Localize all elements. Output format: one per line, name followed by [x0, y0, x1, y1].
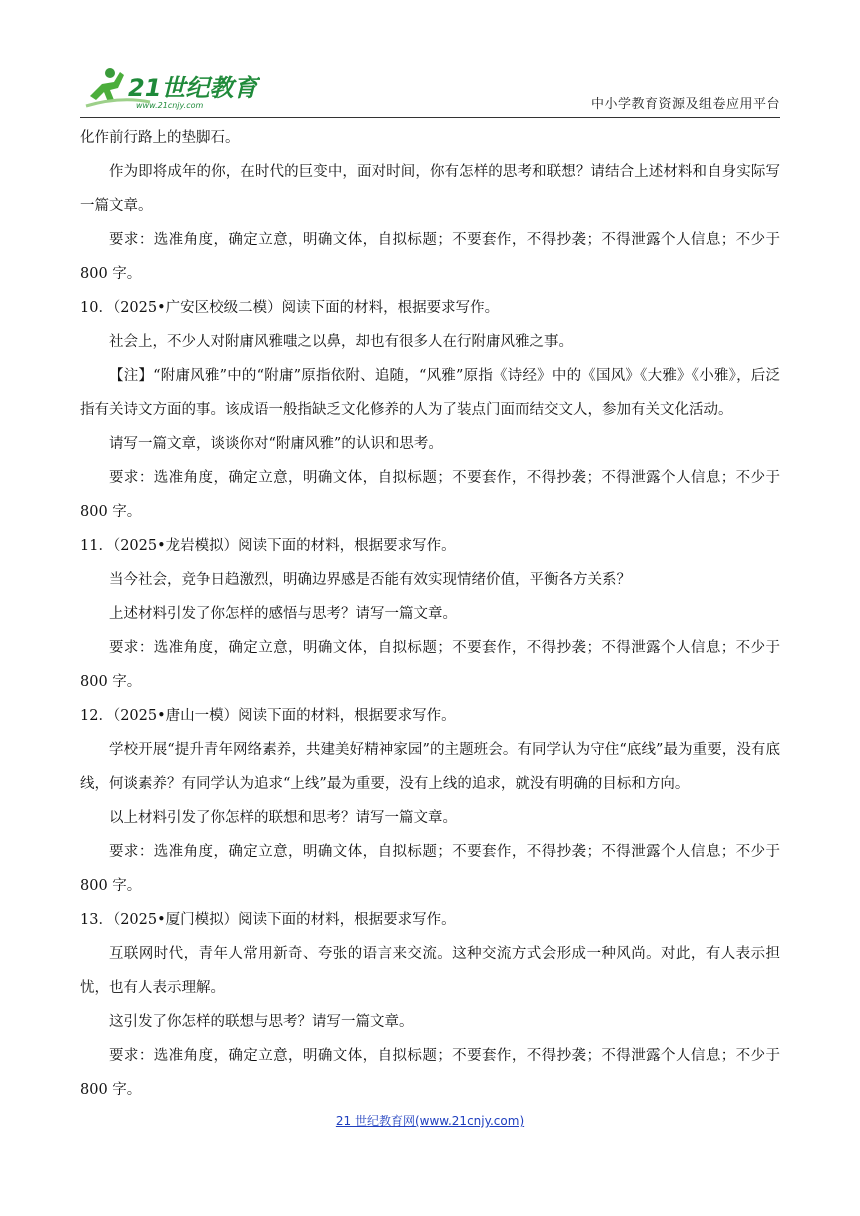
- question-title: 13．（2025•厦门模拟）阅读下面的材料，根据要求写作。: [80, 912, 456, 928]
- question-paragraph: 请写一篇文章，谈谈你对“附庸风雅”的认识和思考。: [109, 436, 443, 452]
- question-title: 12．（2025•唐山一模）阅读下面的材料，根据要求写作。: [80, 708, 456, 724]
- question-paragraph: 互联网时代，青年人常用新奇、夸张的语言来交流。这种交流方式会形成一种风尚。对此，有人表示担忧，也有人表示理解。: [80, 946, 780, 996]
- question-note: 【注】“附庸风雅”中的“附庸”原指依附、追随，“风雅”原指《诗经》中的《国风》《大雅》《小雅》，后泛指有关诗文方面的事。该成语一般指缺乏文化修养的人为了装点门面而结交文人，参加有关文化活动。: [80, 368, 780, 418]
- footer-link[interactable]: 21 世纪教育网(www.21cnjy.com): [335, 1114, 525, 1128]
- question-paragraph: 学校开展“提升青年网络素养，共建美好精神家园”的主题班会。有同学认为守住“底线”最为重要，没有底线，何谈素养？有同学认为追求“上线”最为重要，没有上线的追求，就没有明确的目标和方向。: [80, 742, 780, 792]
- logo-url: www.21cnjy.com: [136, 101, 204, 110]
- question-13: [80, 903, 780, 1107]
- question-requirement: 要求：选准角度，确定立意，明确文体，自拟标题；不要套作，不得抄袭；不得泄露个人信息；不少于 800 字。: [80, 640, 780, 690]
- question-requirement: 要求：选准角度，确定立意，明确文体，自拟标题；不要套作，不得抄袭；不得泄露个人信息；不少于 800 字。: [80, 1048, 780, 1098]
- header-rule: [80, 117, 780, 118]
- question-requirement: 要求：选准角度，确定立意，明确文体，自拟标题；不要套作，不得抄袭；不得泄露个人信息；不少于 800 字。: [80, 844, 780, 894]
- document-body: [80, 121, 780, 1107]
- page-header: [80, 62, 780, 118]
- question-title: 10．（2025•广安区校级二模）阅读下面的材料，根据要求写作。: [80, 300, 500, 316]
- intro-requirement: 要求：选准角度，确定立意，明确文体，自拟标题；不要套作，不得抄袭；不得泄露个人信息；不少于 800 字。: [80, 232, 780, 282]
- header-tagline: 中小学教育资源及组卷应用平台: [590, 97, 780, 112]
- intro-paragraph: 化作前行路上的垫脚石。: [80, 130, 240, 146]
- question-paragraph: 这引发了你怎样的联想与思考？请写一篇文章。: [109, 1014, 414, 1030]
- page-footer: [0, 1112, 860, 1129]
- question-paragraph: 当今社会，竞争日趋激烈，明确边界感是否能有效实现情绪价值，平衡各方关系？: [109, 572, 631, 588]
- question-11: [80, 529, 780, 699]
- question-requirement: 要求：选准角度，确定立意，明确文体，自拟标题；不要套作，不得抄袭；不得泄露个人信息；不少于 800 字。: [80, 470, 780, 520]
- logo-text: 21世纪教育: [128, 74, 258, 102]
- intro-paragraph: 作为即将成年的你，在时代的巨变中，面对时间，你有怎样的思考和联想？请结合上述材料和自身实际写一篇文章。: [80, 164, 780, 214]
- question-paragraph: 社会上，不少人对附庸风雅嗤之以鼻，却也有很多人在行附庸风雅之事。: [109, 334, 573, 350]
- question-12: [80, 699, 780, 903]
- question-paragraph: 以上材料引发了你怎样的联想和思考？请写一篇文章。: [109, 810, 457, 826]
- question-10: [80, 291, 780, 529]
- question-title: 11．（2025•龙岩模拟）阅读下面的材料，根据要求写作。: [80, 538, 456, 554]
- question-paragraph: 上述材料引发了你怎样的感悟与思考？请写一篇文章。: [109, 606, 457, 622]
- site-logo: [80, 66, 260, 112]
